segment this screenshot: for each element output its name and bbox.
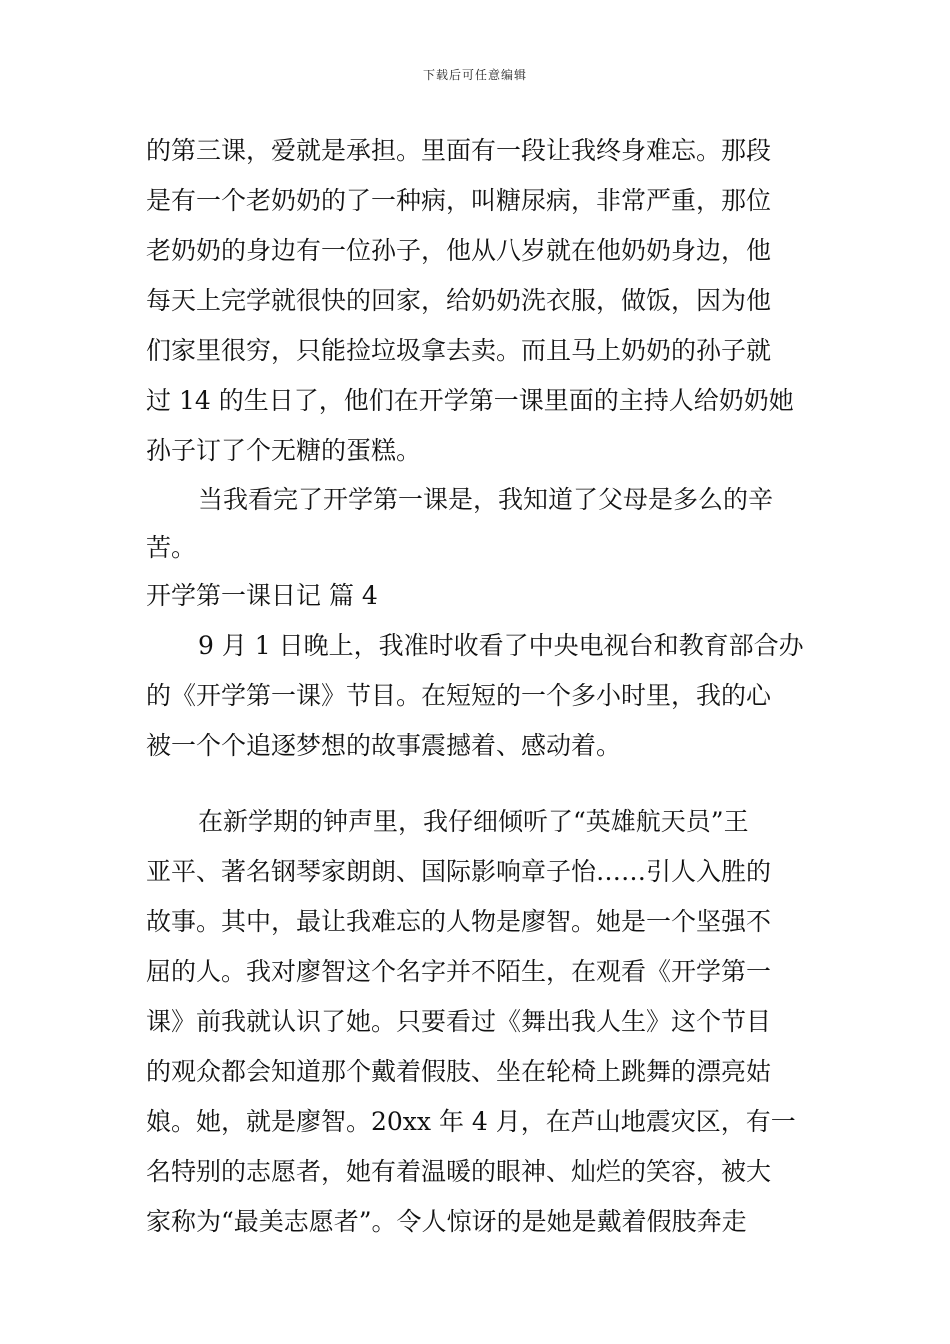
text-line: 是有一个老奶奶的了一种病，叫糖尿病，非常严重，那位 [146, 186, 772, 215]
text-line: 的《开学第一课》节目。在短短的一个多小时里，我的心 [146, 681, 772, 710]
text-line: 老奶奶的身边有一位孙子，他从八岁就在他奶奶身边，他 [146, 236, 772, 265]
text-line: 的第三课，爱就是承担。里面有一段让我终身难忘。那段 [146, 136, 772, 165]
text-line: 的观众都会知道那个戴着假肢、坐在轮椅上跳舞的漂亮姑 [146, 1057, 772, 1086]
text-line: 娘。她，就是廖智。20xx 年 4 月，在芦山地震灾区，有一 [146, 1107, 796, 1136]
text-line: 们家里很穷，只能捡垃圾拿去卖。而且马上奶奶的孙子就 [146, 336, 772, 365]
text-line: 名特别的志愿者，她有着温暖的眼神、灿烂的笑容，被大 [146, 1157, 772, 1186]
text-line: 家称为“最美志愿者”。令人惊讶的是她是戴着假肢奔走 [146, 1207, 747, 1236]
text-line: 在新学期的钟声里，我仔细倾听了“英雄航天员”王 [198, 807, 749, 836]
text-line: 课》前我就认识了她。只要看过《舞出我人生》这个节目 [146, 1007, 772, 1036]
text-line: 故事。其中，最让我难忘的人物是廖智。她是一个坚强不 [146, 907, 772, 936]
text-line: 孙子订了个无糖的蛋糕。 [146, 436, 422, 465]
text-line: 被一个个追逐梦想的故事震撼着、感动着。 [146, 731, 622, 760]
text-line: 亚平、著名钢琴家朗朗、国际影响章子怡……引人入胜的 [146, 857, 772, 886]
text-line: 当我看完了开学第一课是，我知道了父母是多么的辛 [198, 485, 774, 514]
text-line: 过 14 的生日了，他们在开学第一课里面的主持人给奶奶她 [146, 386, 794, 415]
text-line: 屈的人。我对廖智这个名字并不陌生，在观看《开学第一 [146, 957, 772, 986]
text-line: 9 月 1 日晚上，我准时收看了中央电视台和教育部合办 [198, 631, 804, 660]
text-line: 苦。 [146, 533, 197, 562]
text-line: 每天上完学就很快的回家，给奶奶洗衣服，做饭，因为他 [146, 286, 772, 315]
page-header-note: 下载后可任意编辑 [422, 68, 527, 82]
text-line: 开学第一课日记 篇 4 [146, 581, 378, 610]
